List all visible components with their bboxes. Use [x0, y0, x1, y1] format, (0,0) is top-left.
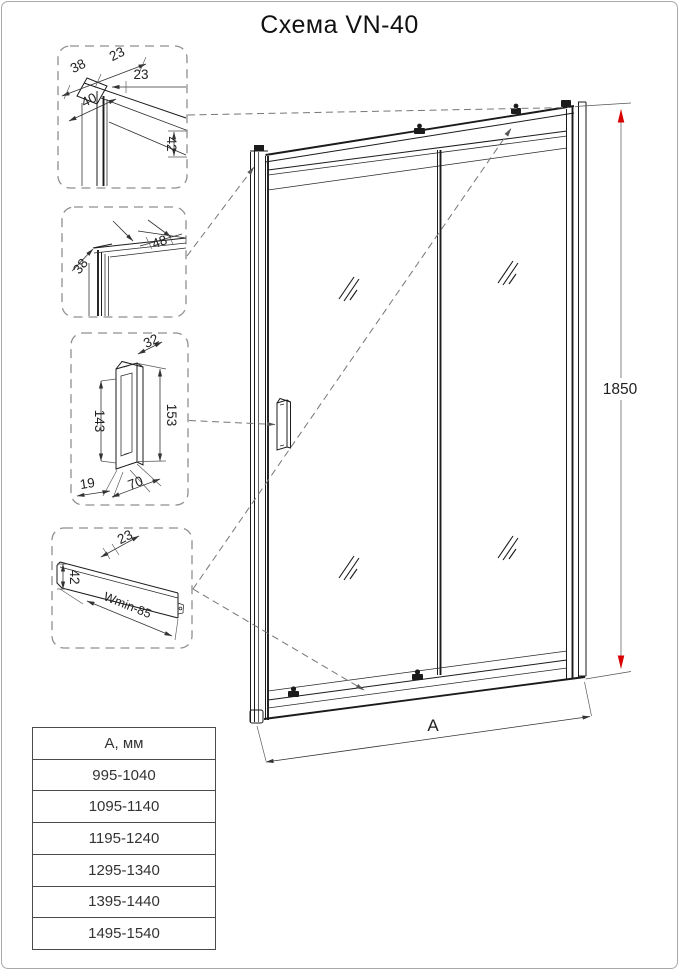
dim-40: 40: [78, 89, 100, 111]
detail-leader-lines: [187, 108, 569, 691]
dim-38: 38: [67, 55, 89, 77]
leader-bottom-profile-down: [193, 589, 364, 690]
profile-foot: [250, 710, 263, 723]
size-table-row: 1095-1140: [33, 791, 215, 823]
left-wall-profile: [250, 145, 268, 723]
width-dim-label: А: [427, 716, 439, 735]
detail-top-corner: [58, 44, 187, 188]
leader-wall-profile: [187, 167, 254, 256]
glass-reflection-marks: [339, 261, 518, 580]
top-right-bracket: [561, 100, 571, 107]
leader-handle: [189, 421, 275, 425]
main-door-drawing: [250, 100, 586, 723]
dim-143: 143: [92, 409, 107, 433]
red-arrow-up: [618, 109, 625, 123]
dim-42: 42: [164, 136, 179, 152]
width-dimension: [257, 682, 592, 762]
dim-19: 19: [78, 474, 96, 493]
detail-bottom-profile: [52, 527, 192, 648]
size-table: [32, 727, 216, 950]
detail-handle: [71, 331, 188, 505]
size-table-row: 1295-1340: [33, 855, 215, 887]
leader-bottom-profile-up: [193, 129, 511, 590]
dim-48: 48: [149, 232, 170, 252]
size-table-row: 1395-1440: [33, 887, 215, 919]
dim-23b: 23: [133, 67, 149, 82]
right-wall-profile: [561, 100, 586, 679]
top-left-bracket: [254, 145, 264, 151]
center-mullion: [438, 150, 441, 675]
dim-32: 32: [140, 330, 162, 351]
dim-42: 42: [67, 569, 82, 585]
detail-wall-profile: [62, 207, 186, 317]
diagram-title: Схема VN-40: [260, 11, 419, 39]
size-table-row: 1195-1240: [33, 823, 215, 855]
bottom-rail: [264, 651, 585, 719]
size-table-row: 995-1040: [33, 760, 215, 792]
dim-23: 23: [106, 43, 128, 65]
dim-23: 23: [114, 526, 136, 548]
size-table-header: А, мм: [33, 728, 215, 760]
bottom-roller: [412, 669, 423, 680]
dim-153: 153: [164, 403, 179, 427]
dim-38: 38: [69, 255, 91, 277]
door-handle: [277, 399, 291, 451]
top-roller: [414, 124, 425, 134]
size-table-row: 1495-1540: [88, 925, 160, 943]
top-rail: [266, 104, 575, 190]
dim-70: 70: [125, 473, 146, 493]
height-dimension: [575, 103, 638, 679]
height-dim-value: 1850: [602, 381, 638, 398]
red-arrow-down: [618, 656, 625, 670]
dim-wmin-85: Wmin-85: [101, 589, 154, 622]
